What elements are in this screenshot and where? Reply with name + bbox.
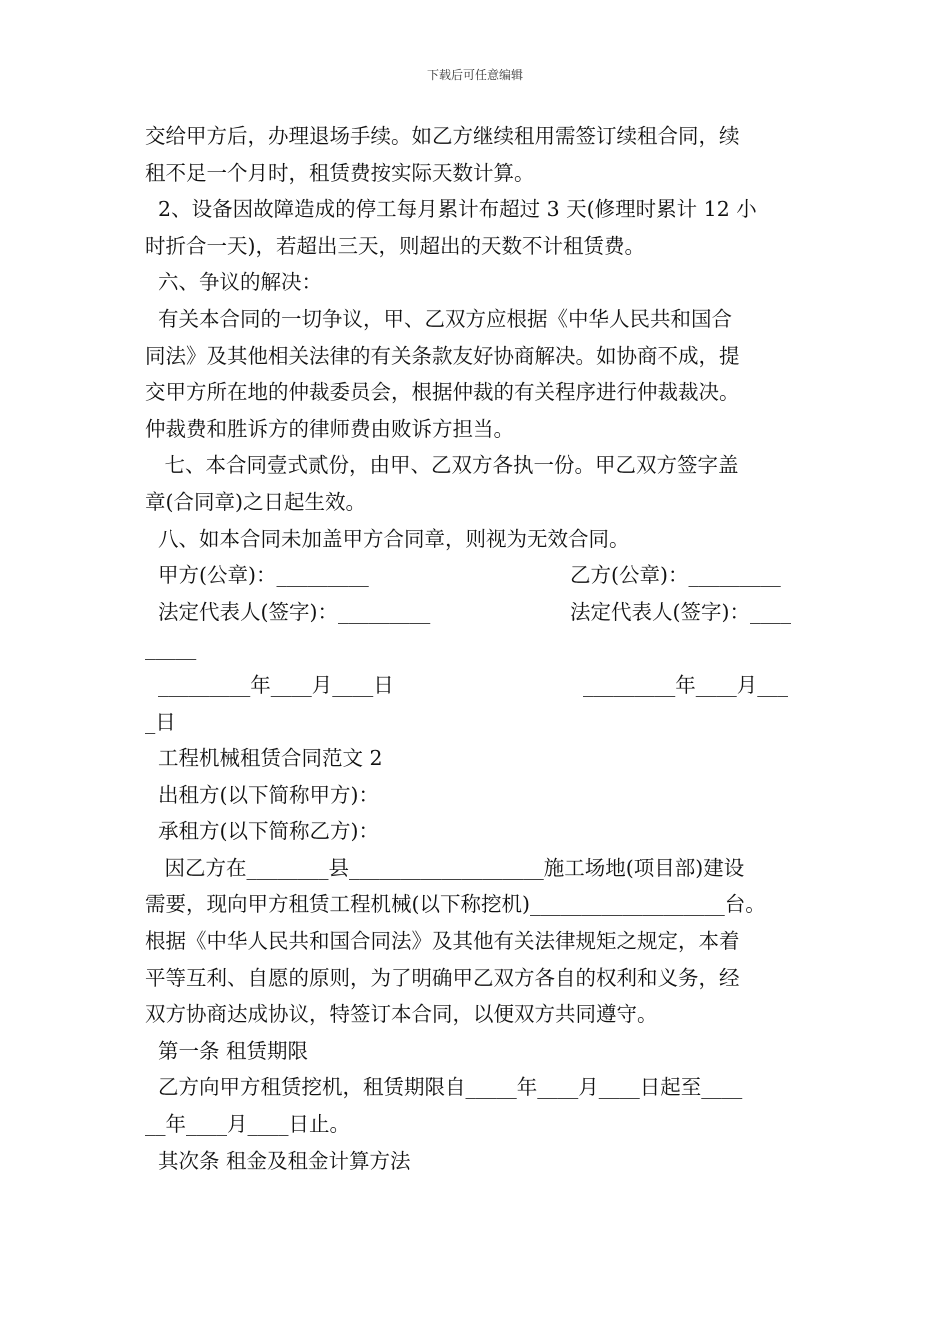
paragraph-line: 乙方向甲方租赁挖机，租赁期限自_____年____月____日起至____ [145,1075,743,1100]
paragraph-line: 需要，现向甲方租赁工程机械(以下称挖机)___________________台。 [145,892,766,917]
paragraph-line: 八、如本合同未加盖甲方合同章，则视为无效合同。 [145,526,630,551]
signature-date-wrap: _日 [145,709,176,734]
party-a-representative: 法定代表人(签字)：_________ [145,599,431,624]
paragraph-line: 租不足一个月时，租赁费按实际天数计算。 [145,160,535,185]
party-b-seal: 乙方(公章)：_________ [570,563,781,588]
signature-row-representative [145,594,815,631]
signature-row-date [145,667,815,704]
paragraph-line: 交甲方所在地的仲裁委员会，根据仲裁的有关程序进行仲裁裁决。 [145,380,740,405]
paragraph-line: 2、设备因故障造成的停工每月累计布超过 3 天(修理时累计 12 小 [145,197,757,222]
article-heading: 其次条 租金及租金计算方法 [145,1148,411,1173]
paragraph-line: 时折合一天)，若超出三天，则超出的天数不计租赁费。 [145,233,645,258]
paragraph-line: __年____月____日止。 [145,1112,350,1137]
document-body [145,118,815,1179]
paragraph-line: 章(合同章)之日起生效。 [145,489,366,514]
paragraph-line: 因乙方在________县___________________施工场地(项目部)建设 [145,855,745,880]
paragraph-line: 同法》及其他相关法律的有关条款友好协商解决。如协商不成，提 [145,343,740,368]
lessor-line: 出租方(以下简称甲方)： [145,782,380,807]
paragraph-line: 交给甲方后，办理退场手续。如乙方继续租用需签订续租合同，续 [145,124,740,148]
paragraph-line: 七、本合同壹式贰份，由甲、乙双方各执一份。甲乙双方签字盖 [145,453,739,478]
lessee-line: 承租方(以下简称乙方)： [145,819,380,844]
paragraph-line: 双方协商达成协议，特签订本合同，以便双方共同遵守。 [145,1002,658,1027]
paragraph-line: 有关本合同的一切争议，甲、乙双方应根据《中华人民共和国合 [145,306,733,331]
party-a-date: _________年____月____日 [145,672,394,697]
section-heading: 六、争议的解决： [145,270,323,295]
paragraph-line: 仲裁费和胜诉方的律师费由败诉方担当。 [145,416,514,441]
page-header: 下载后可任意编辑 [426,68,523,82]
paragraph-line: 平等互利、自愿的原则，为了明确甲乙双方各自的权利和义务，经 [145,965,740,990]
party-a-seal: 甲方(公章)：_________ [145,563,369,588]
article-heading: 第一条 租赁期限 [145,1038,309,1063]
party-b-date: _________年____月___ [570,672,789,697]
party-b-representative: 法定代表人(签字)：____ [570,599,791,624]
paragraph-line: 根据《中华人民共和国合同法》及其他有关法律规矩之规定，本着 [145,929,740,954]
contract-title: 工程机械租赁合同范文 2 [145,746,383,771]
signature-blank-wrap: _____ [145,636,197,661]
signature-row-seal [145,557,815,594]
